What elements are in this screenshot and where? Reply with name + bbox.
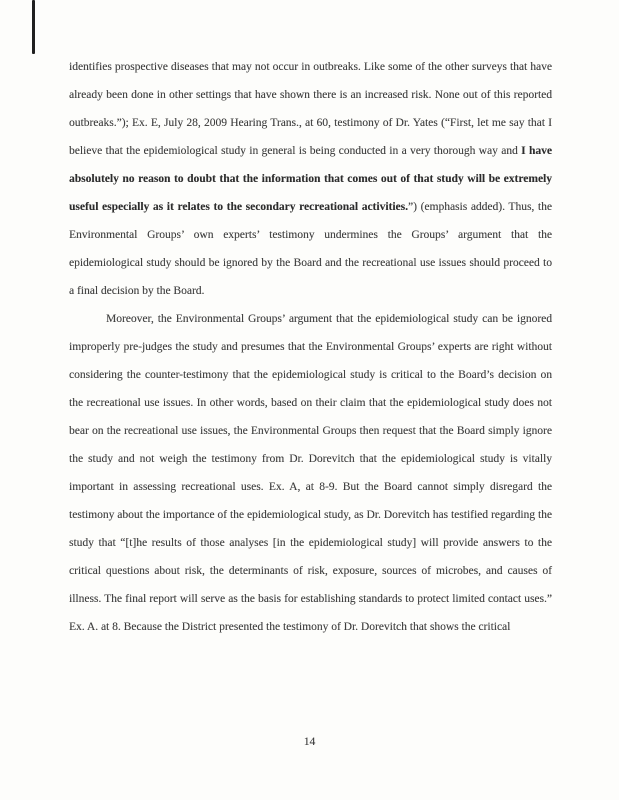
text-run: Moreover, the Environmental Groups’ argument that the epidemiological study can be ignored improperly pre-judges the study and presumes that the Environmental Groups’ experts are right without considering the counter-testimony that the epidemiological study is critical to the Board’s decision on the recreational use issues. In other words, based on their claim that the epidemiological study does not bear on the recreational use issues, the Environmental Groups then request that the Board simply ignore the study and not weigh the testimony from Dr. Dorevitch that the epidemiological study is vitally important in assessing recreational uses. Ex. A, at 8-9. But the Board cannot simply disregard the testimony about the importance of the epidemiological study, as Dr. Dorevitch has testified regarding the study that “[t]he results of those analyses [in the epidemiological study] will provide answers to the critical questions about risk, the determinants of risk, exposure, sources of microbes, and causes of illness. The final report will serve as the basis for establishing standards to protect limited contact uses.” Ex. A. at 8. Because the District presented the testimony of Dr. Dorevitch that shows the critical bbox=[69, 313, 552, 633]
page-number: 14 bbox=[303, 736, 316, 748]
text-run: identifies prospective diseases that may not occur in outbreaks. Like some of the other surveys that have already been done in other settings that have shown there is an increased risk. None out of this reported outbreaks.”); Ex. E, July 28, 2009 Hearing Trans., at 60, testimony of Dr. Yates (“First, let me say that I believe that the epidemiological study in general is being conducted in a very thorough way and bbox=[69, 61, 552, 157]
paragraph bbox=[69, 53, 552, 305]
bold-text-run: I have absolutely no reason to doubt that the information that comes out of that study will be extremely useful especially as it relates to the secondary recreational activities. bbox=[69, 145, 552, 213]
paragraph bbox=[69, 305, 552, 641]
document-body bbox=[69, 53, 552, 641]
scan-artifact bbox=[32, 0, 35, 54]
text-run: ”) (emphasis added). Thus, the Environmental Groups’ own experts’ testimony undermines the Groups’ argument that the epidemiological study should be ignored by the Board and the recreational use issues should proceed to a final decision by the Board. bbox=[69, 201, 552, 297]
